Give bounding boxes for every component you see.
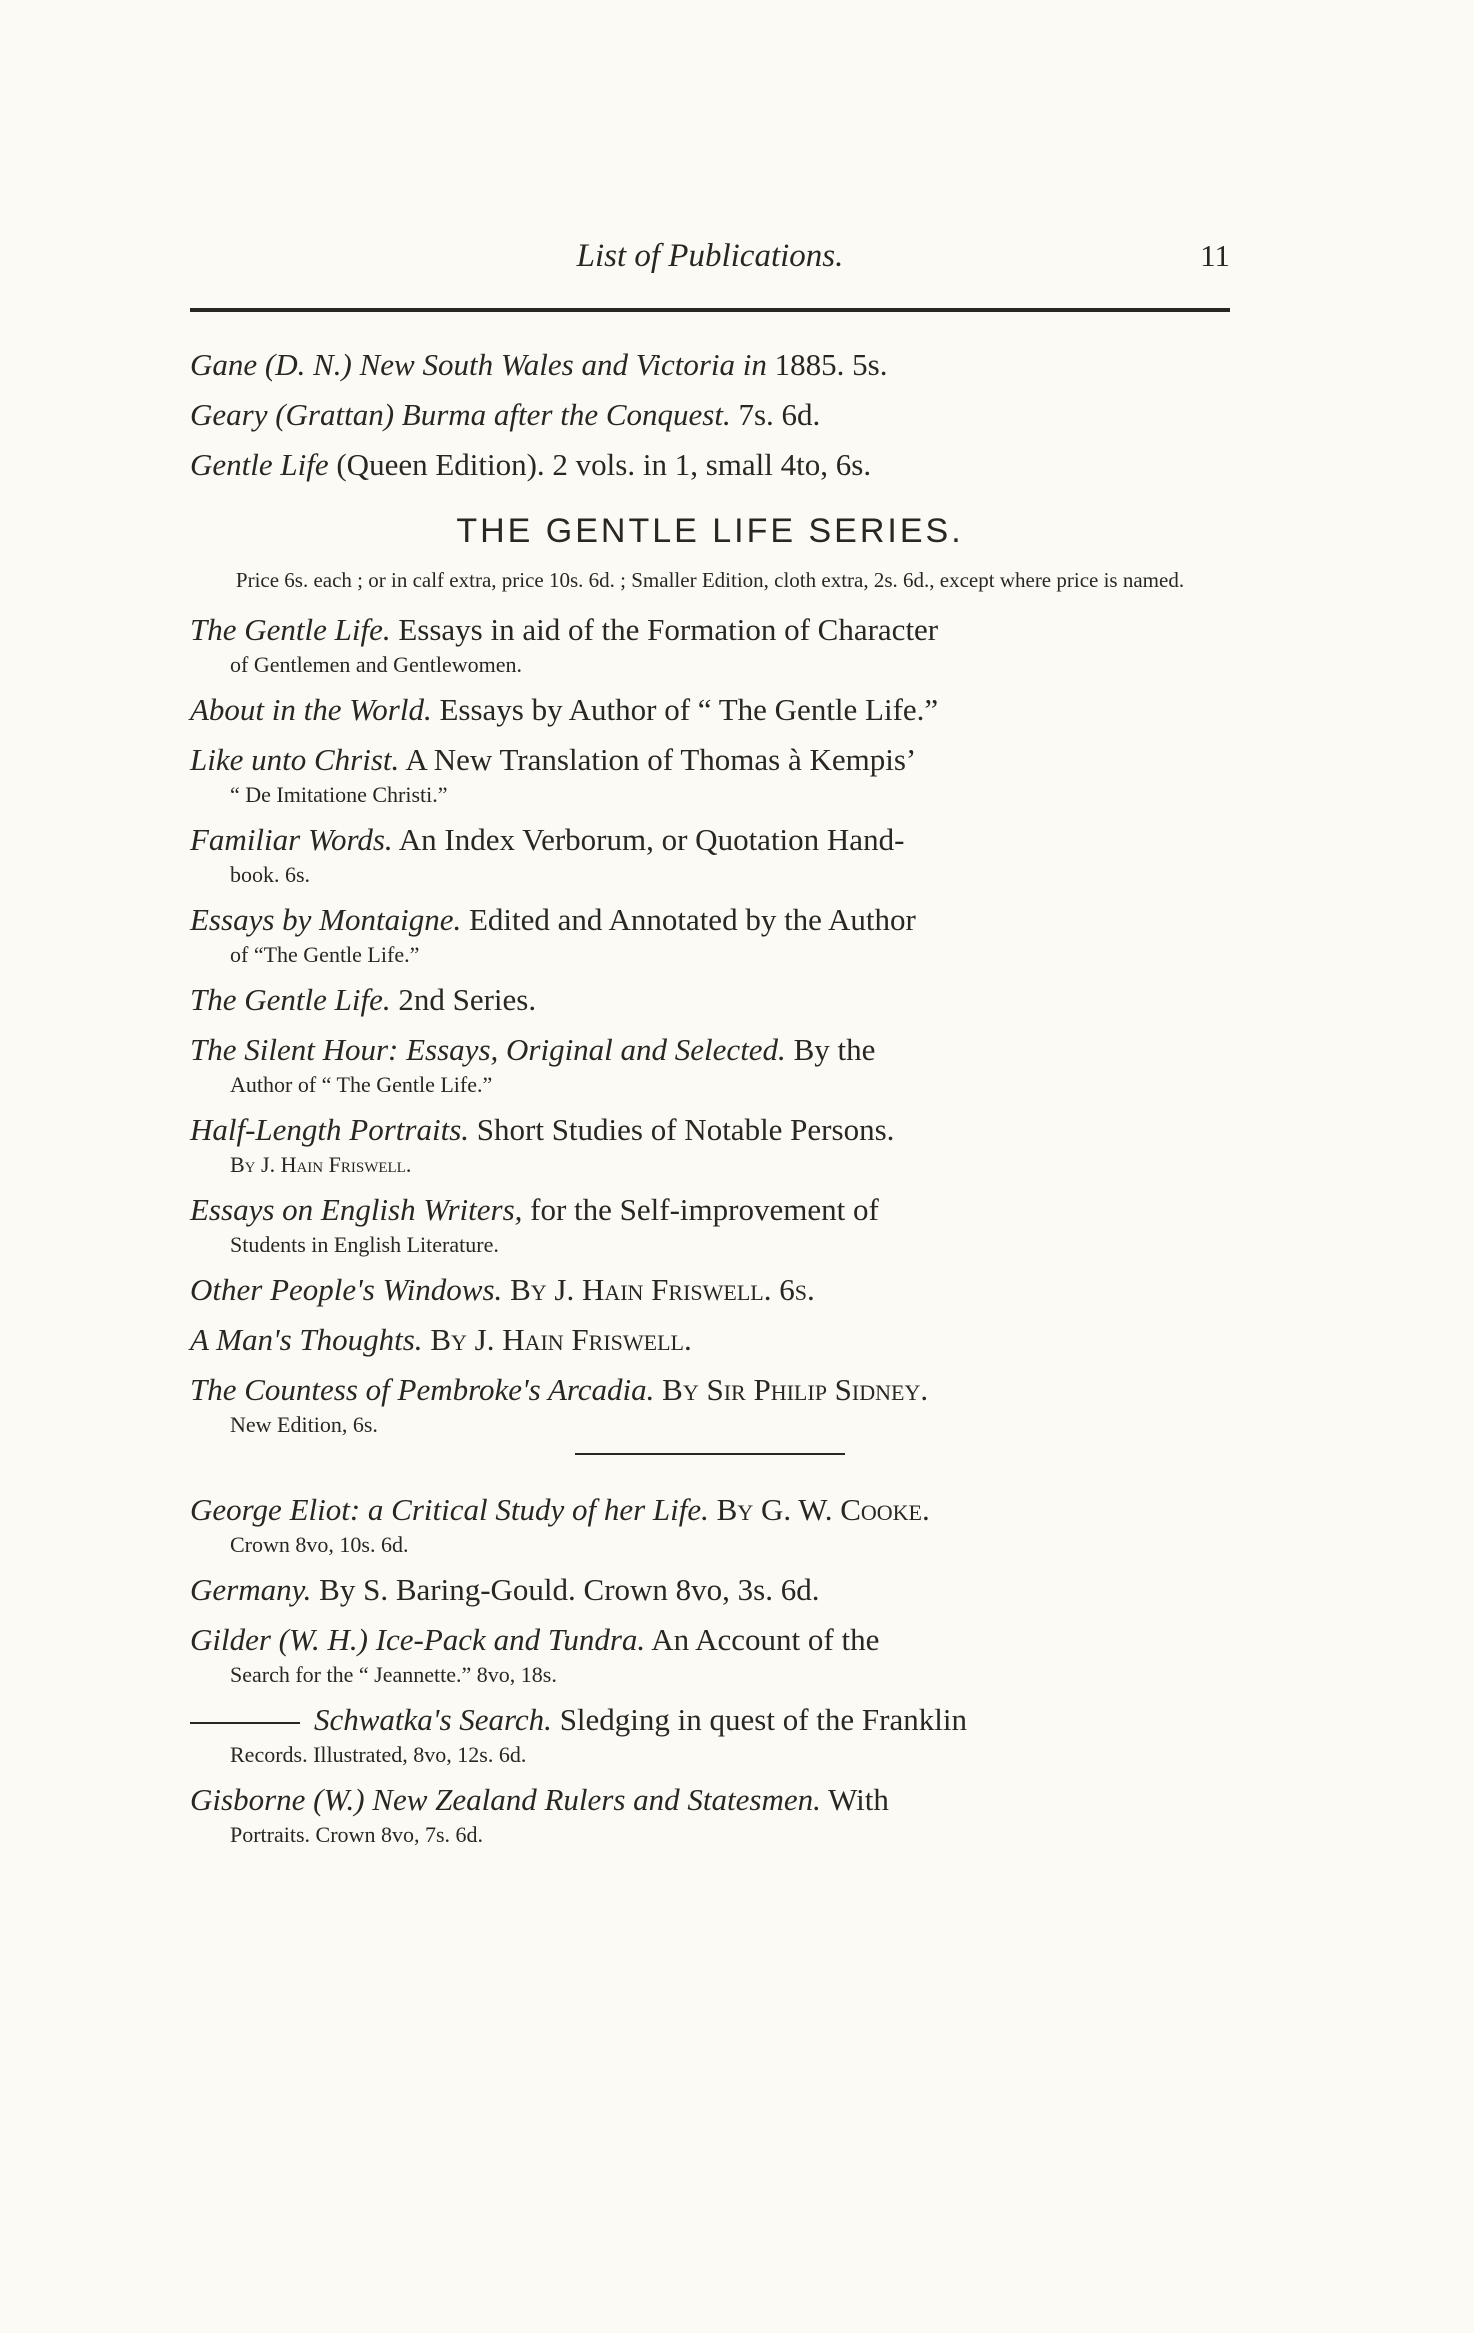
series-item-rest: By J. Hain Friswell. 6s. [510,1272,815,1307]
series-item [190,1185,1230,1259]
series-item-head: Like unto Christ. [190,742,400,777]
series-item [190,1025,1230,1099]
entry-sub: Crown 8vo, 10s. 6d. [230,1532,409,1557]
entry-head: Gane (D. N.) New South Wales and Victoria in [190,347,767,382]
entry-head: Gisborne (W.) New Zealand Rulers and Statesmen. [190,1782,821,1817]
ditto-dash [190,1722,300,1724]
series-item [190,895,1230,969]
entry-head: Gilder (W. H.) Ice-Pack and Tundra. [190,1622,646,1657]
series-item-head: The Gentle Life. [190,982,391,1017]
entry-head: George Eliot: a Critical Study of her Life. [190,1492,709,1527]
running-title: List of Publications. [576,238,844,274]
series-item-rest: By the [793,1032,876,1067]
series-item-rest: By Sir Philip Sidney. [662,1372,929,1407]
series-item-rest: for the Self-improvement of [530,1192,879,1227]
series-note: Price 6s. each ; or in calf extra, price 10s. 6d. ; Smaller Edition, cloth extra, 2s. 6d., except where price is named. [235,568,1185,592]
series-item-head: Other People's Windows. [190,1272,503,1307]
series-item-rest: An Index Verborum, or Quotation Hand- [398,822,905,857]
entry-rest: 1885. 5s. [774,347,888,382]
entry-sub: Records. Illustrated, 8vo, 12s. 6d. [230,1742,527,1767]
entry-gentle-life [190,440,1230,490]
series-item [190,1315,1230,1365]
series-item-rest: Essays by Author of “ The Gentle Life.” [439,692,939,727]
entry-rest: (Queen Edition). 2 vols. in 1, small 4to, 6s. [336,447,872,482]
series-item-rest: 2nd Series. [398,982,537,1017]
series-item-head: Half-Length Portraits. [190,1112,470,1147]
entry-sub: Search for the “ Jeannette.” 8vo, 18s. [230,1662,557,1687]
series-item-head: About in the World. [190,692,432,727]
series-item-sub: book. 6s. [230,862,311,887]
entry-geary [190,390,1230,440]
series-item-head: Essays on English Writers, [190,1192,523,1227]
entry-germany [190,1565,1230,1615]
running-head [190,238,1230,288]
entry-rest: By G. W. Cooke. [716,1492,930,1527]
series-item-head: The Countess of Pembroke's Arcadia. [190,1372,655,1407]
header-rule [190,308,1230,312]
series-item [190,1365,1230,1439]
entry-sub: Portraits. Crown 8vo, 7s. 6d. [230,1822,483,1847]
series-item [190,975,1230,1025]
series-item-head: The Gentle Life. [190,612,391,647]
entry-gisborne [190,1775,1230,1849]
series-item [190,685,1230,735]
entry-rest: Sledging in quest of the Franklin [559,1702,967,1737]
page [190,238,1230,1855]
series-item-sub: New Edition, 6s. [230,1412,378,1437]
series-title: THE GENTLE LIFE SERIES. [456,512,964,550]
series-item-rest: Short Studies of Notable Persons. [476,1112,895,1147]
entry-rest: With [828,1782,889,1817]
entry-george-eliot [190,1485,1230,1559]
page-number: 11 [1200,238,1230,273]
entry-rest: By S. Baring-Gould. Crown 8vo, 3s. 6d. [319,1572,820,1607]
series-item-rest: Essays in aid of the Formation of Character [398,612,939,647]
series-item-sub: Students in English Literature. [230,1232,499,1257]
entry-gilder [190,1615,1230,1689]
series-item [190,815,1230,889]
series-item-sub: of “The Gentle Life.” [230,942,420,967]
series-item-rest: By J. Hain Friswell. [430,1322,692,1357]
section-separator [575,1453,845,1455]
series-item-sub: By J. Hain Friswell. [230,1152,412,1177]
entry-head: Gentle Life [190,447,329,482]
entry-gane [190,340,1230,390]
series-item [190,1265,1230,1315]
series-item [190,1105,1230,1179]
series-item [190,605,1230,679]
series-item-head: Familiar Words. [190,822,393,857]
series-item-head: The Silent Hour: Essays, Original and Selected. [190,1032,786,1067]
series-item-sub: Author of “ The Gentle Life.” [230,1072,493,1097]
series-item-head: Essays by Montaigne. [190,902,462,937]
entry-head: Schwatka's Search. [314,1702,552,1737]
entry-schwatka [190,1695,1230,1769]
series-item-rest: Edited and Annotated by the Author [468,902,916,937]
series-item-sub: of Gentlemen and Gentlewomen. [230,652,523,677]
entry-rest: 7s. 6d. [738,397,821,432]
entry-head: Geary (Grattan) Burma after the Conquest. [190,397,731,432]
series-item-head: A Man's Thoughts. [190,1322,423,1357]
entry-head: Germany. [190,1572,312,1607]
series-item [190,735,1230,809]
series-item-rest: A New Translation of Thomas à Kempis’ [405,742,917,777]
entry-rest: An Account of the [651,1622,880,1657]
series-item-sub: “ De Imitatione Christi.” [230,782,448,807]
